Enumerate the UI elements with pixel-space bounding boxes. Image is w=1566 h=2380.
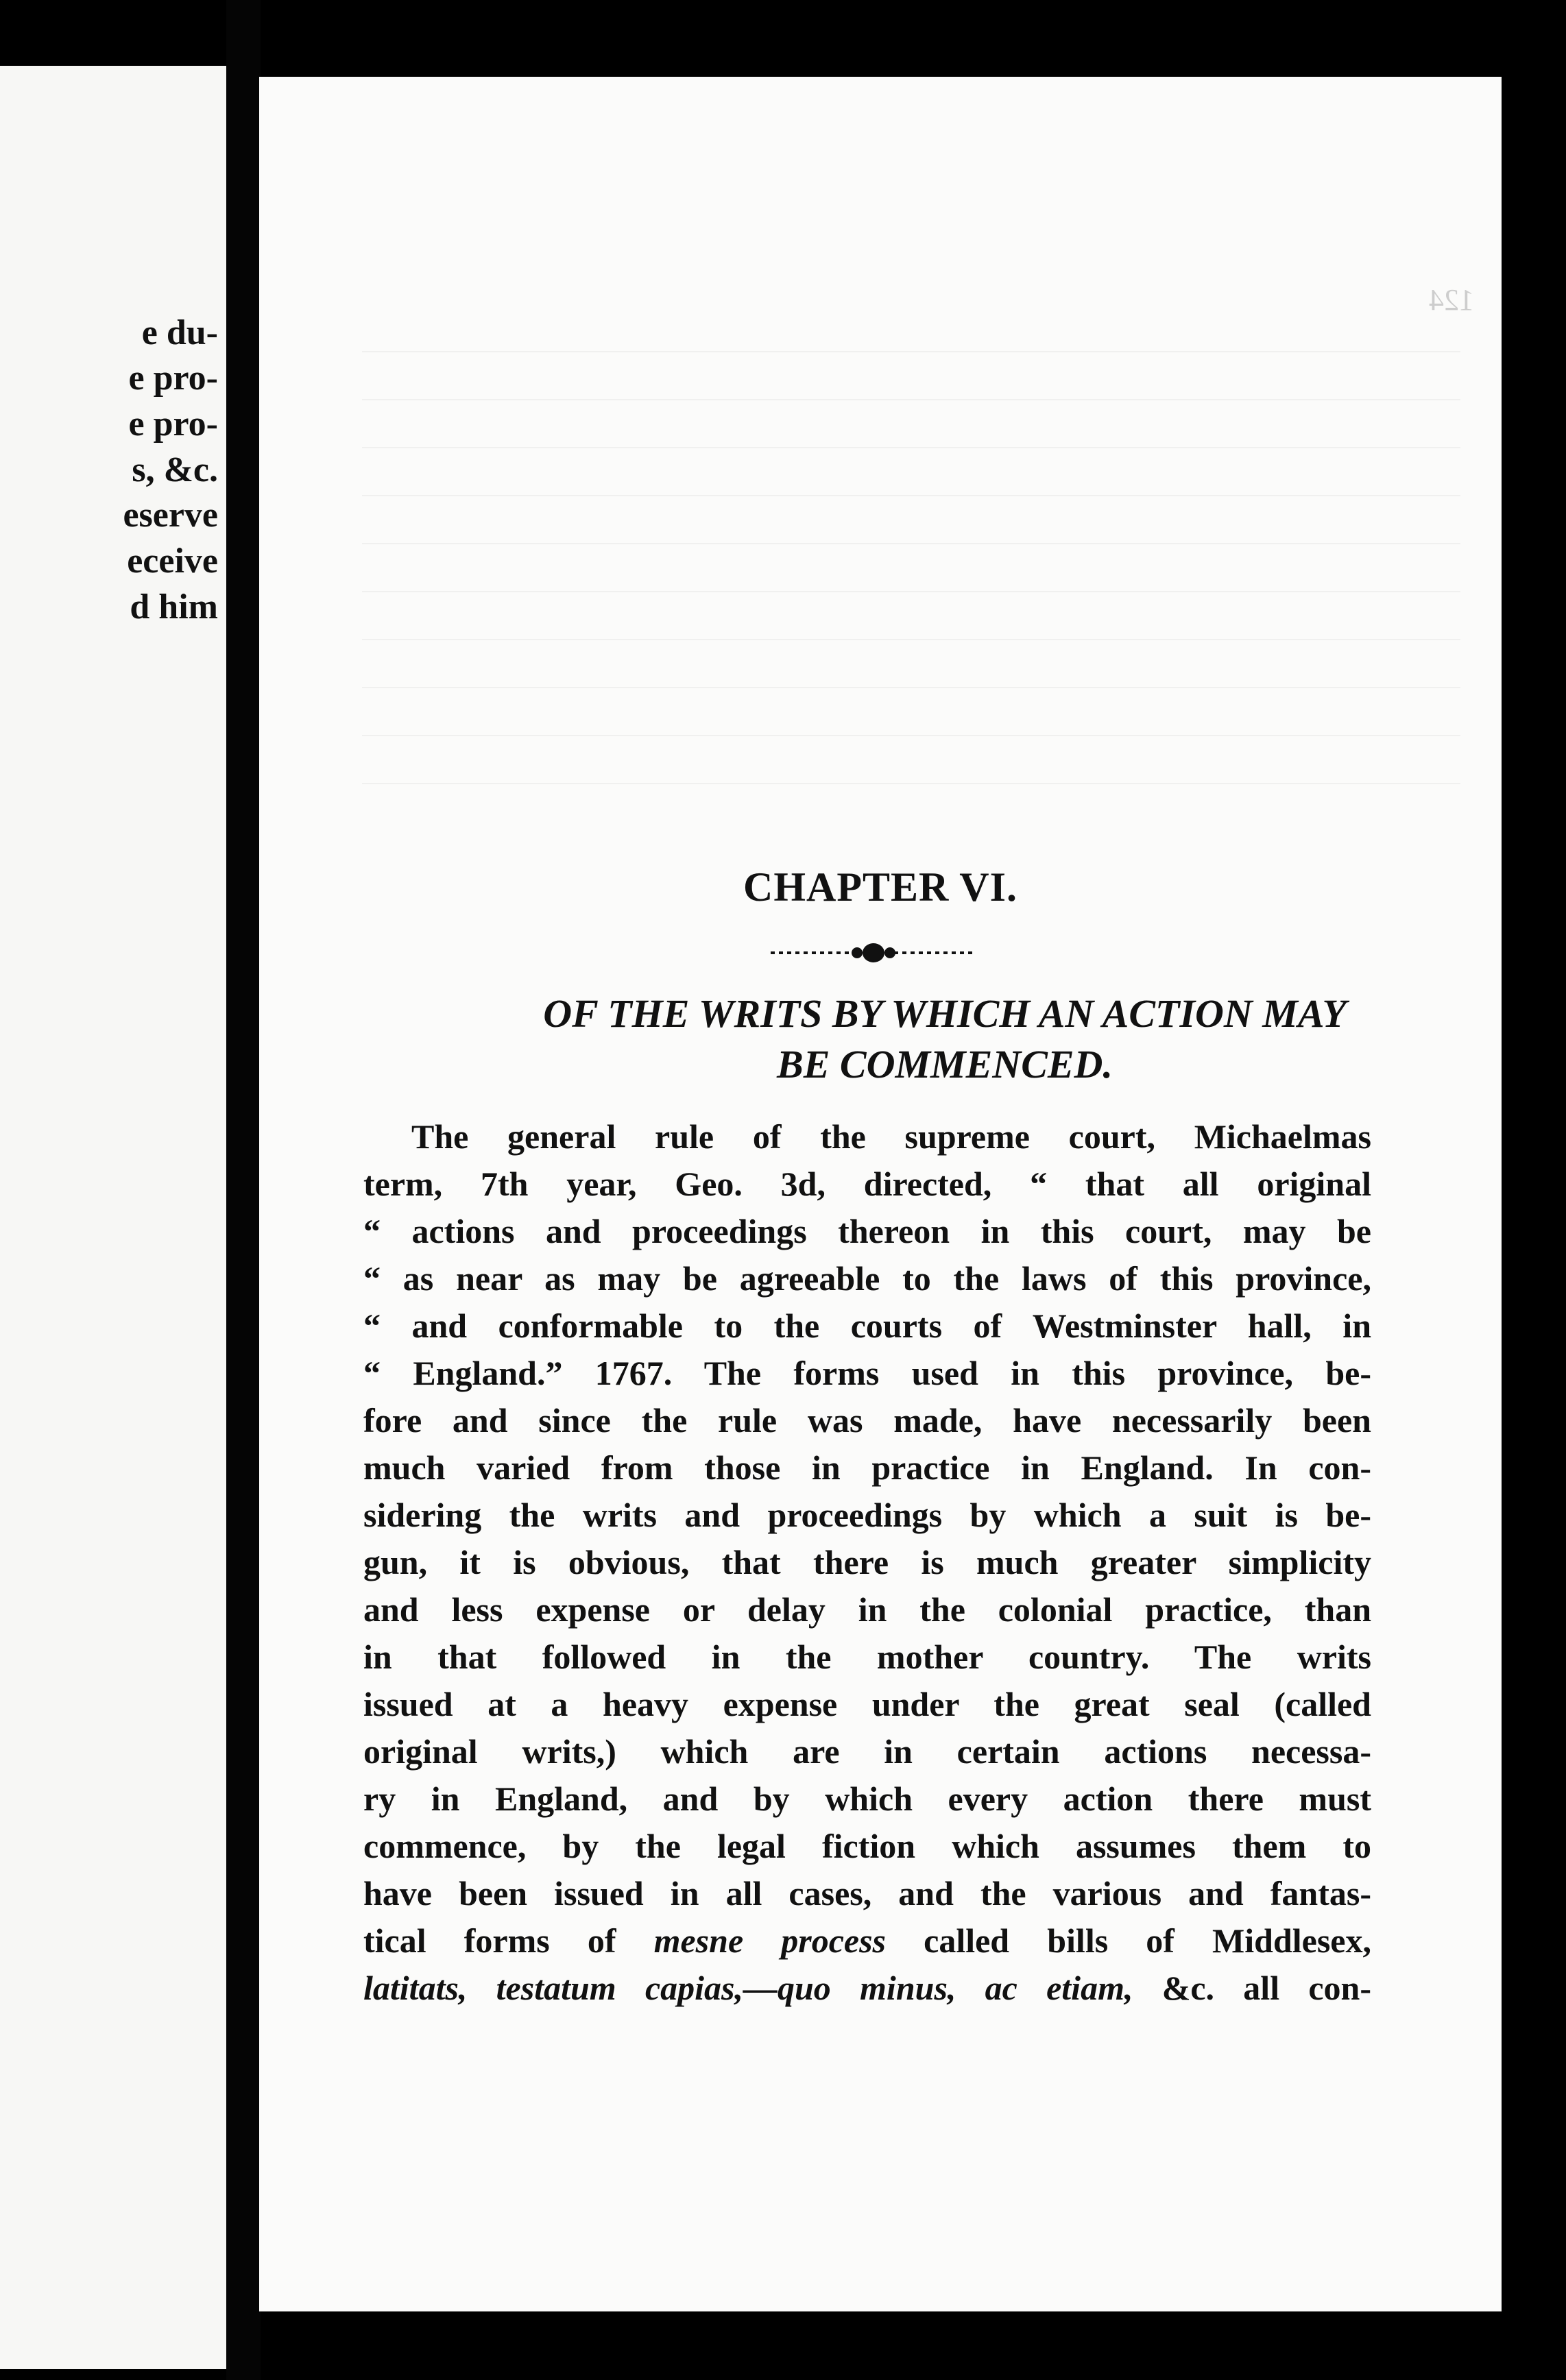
ornament-divider: [764, 939, 983, 967]
text-segment: tical forms of: [363, 1921, 654, 1960]
text-line: fore and since the rule was made, have necessarily been: [363, 1401, 1371, 1440]
text-line: sidering the writs and proceedings by which a suit is be-: [363, 1496, 1371, 1534]
text-line: in that followed in the mother country. The writs: [363, 1638, 1371, 1676]
text-line: and less expense or delay in the colonial practice, than: [363, 1590, 1371, 1629]
left-page-line: e pro-: [128, 404, 218, 444]
show-through-line: [362, 735, 1460, 736]
left-page-line: eceive: [127, 542, 218, 581]
show-through-line: [362, 351, 1460, 352]
text-segment: called bills of Middlesex,: [886, 1921, 1371, 1960]
show-through-line: [362, 495, 1460, 496]
chapter-title: CHAPTER VI.: [743, 864, 1017, 910]
text-line: original writs,) which are in certain actions necessa-: [363, 1732, 1371, 1771]
text-line: commence, by the legal fiction which assumes them to: [363, 1827, 1371, 1865]
text-line: issued at a heavy expense under the great seal (called: [363, 1685, 1371, 1723]
section-heading-line: BE COMMENCED.: [777, 1042, 1113, 1086]
show-through-line: [362, 639, 1460, 640]
text-line: “ England.” 1767. The forms used in this province, be-: [363, 1354, 1371, 1392]
text-segment: &c. all con-: [1133, 1969, 1371, 2007]
section-heading-line: OF THE WRITS BY WHICH AN ACTION MAY: [543, 991, 1347, 1036]
show-through-line: [362, 687, 1460, 688]
show-through-line: [362, 591, 1460, 592]
section-heading: [362, 988, 1502, 1090]
left-page-line: d him: [130, 587, 218, 627]
show-through-line: [362, 543, 1460, 544]
text-line: The general rule of the supreme court, Michaelmas: [411, 1117, 1371, 1156]
text-line-mixed: [363, 1917, 1371, 1965]
text-line: have been issued in all cases, and the various and fantas-: [363, 1874, 1371, 1912]
book-gutter: [226, 0, 261, 2380]
italic-term: mesne process: [653, 1921, 887, 1960]
body-paragraph: [363, 1113, 1371, 2012]
left-page-line: eserve: [123, 496, 218, 535]
text-line: “ and conformable to the courts of Westminster hall, in: [363, 1307, 1371, 1345]
left-page-line: e pro-: [128, 359, 218, 398]
show-through-page-number: 124: [1429, 283, 1474, 317]
text-line: ry in England, and by which every action there must: [363, 1780, 1371, 1818]
show-through-line: [362, 399, 1460, 400]
left-page-line: s, &c.: [132, 450, 218, 489]
show-through-line: [362, 783, 1460, 784]
page-edge-shadow: [1502, 0, 1566, 2380]
italic-term: latitats, testatum capias,—quo minus, ac etiam,: [363, 1969, 1133, 2007]
text-line: term, 7th year, Geo. 3d, directed, “ that all original: [363, 1165, 1371, 1203]
text-line: much varied from those in practice in England. In con-: [363, 1448, 1371, 1487]
text-line: “ as near as may be agreeable to the laws of this province,: [363, 1259, 1371, 1298]
left-page-fragment: [0, 66, 226, 2369]
right-page: [259, 77, 1502, 2311]
text-line: “ actions and proceedings thereon in this court, may be: [363, 1212, 1371, 1250]
show-through-line: [362, 447, 1460, 448]
text-line: gun, it is obvious, that there is much greater simplicity: [363, 1543, 1371, 1581]
left-page-line: e du-: [141, 313, 218, 352]
text-line-mixed: [363, 1965, 1371, 2012]
